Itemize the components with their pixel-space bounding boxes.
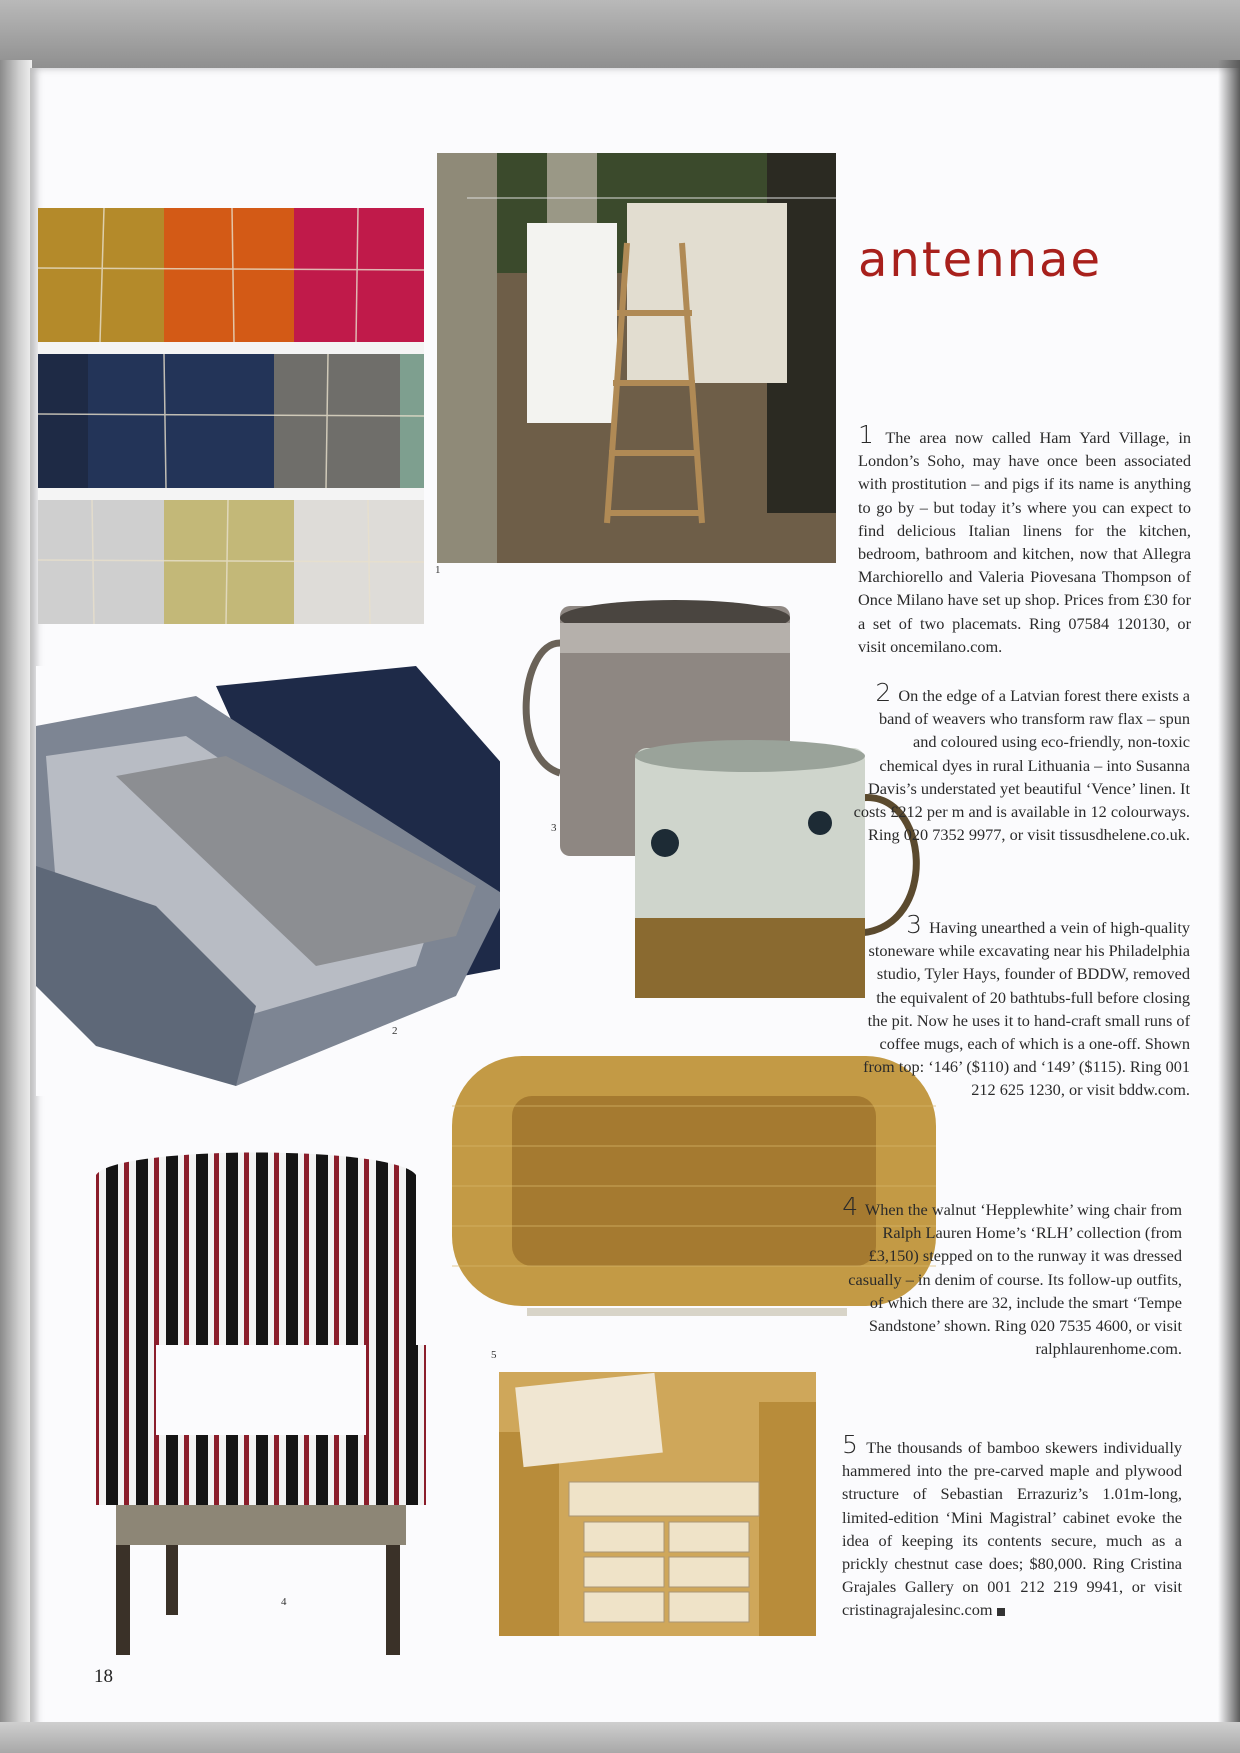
linen-swatches-photo bbox=[38, 208, 424, 624]
paragraph-text: When the walnut ‘Hepplewhite’ wing chair from Ralph Lauren Home’s ‘RLH’ collection (from £3,150) stepped on to the runway it was dressed casually – in denim of course. Its follow-up outfits, of which there are 32, include the smart ‘Tempe Sandstone’ shown. Ring 020 7535 4600, or visit ralphlaurenhome.com. bbox=[848, 1200, 1182, 1359]
end-of-article-mark bbox=[997, 1608, 1005, 1616]
paragraph-4 bbox=[842, 1194, 1182, 1360]
figure-number-2: 2 bbox=[392, 1025, 398, 1037]
paragraph-text: On the edge of a Latvian forest there exists a band of weavers who transform raw flax – spun and coloured using eco-friendly, non-toxic chemical dyes in rural Lithuania – into Susanna Davis’s understated yet beautiful ‘Vence’ linen. It costs £212 per m and is available in 12 colourways. Ring 020 7352 9977, or visit tissusdhelene.co.uk. bbox=[853, 686, 1190, 845]
paragraph-number: 1 bbox=[858, 420, 874, 449]
figure-number-1: 1 bbox=[435, 564, 441, 576]
paragraph-number: 3 bbox=[906, 910, 923, 939]
paragraph-number: 5 bbox=[842, 1430, 858, 1459]
paragraph-number: 4 bbox=[842, 1192, 859, 1221]
figure-number-5: 5 bbox=[491, 1349, 497, 1361]
section-title: antennae bbox=[858, 232, 1102, 288]
paragraph-1 bbox=[858, 422, 1191, 658]
paragraph-text: The thousands of bamboo skewers individually hammered into the pre-carved maple and plywood structure of Sebastian Errazuriz’s 1.01m-long, limited-edition ‘Mini Magistral’ cabinet evoke the idea of keeping its contents secure, much as a prickly chestnut case does; $80,000. Ring Cristina Grajales Gallery on 001 212 219 9941, or visit cristinagrajalesinc.com bbox=[842, 1438, 1182, 1620]
paragraph-text: The area now called Ham Yard Village, in London’s Soho, may have once been associated with prostitution – and pigs if its name is anything to go by – but today it’s where you can expect to find delicious Italian linens for the kitchen, bedroom, bathroom and kitchen, now that Allegra Marchiorello and Valeria Piovesana Thompson of Once Milano have set up shop. Prices from £30 for a set of two placemats. Ring 07584 120130, or visit oncemilano.com. bbox=[858, 428, 1191, 656]
scan-border-right bbox=[1218, 60, 1240, 1753]
paragraph-text: Having unearthed a vein of high-quality stoneware while excavating near his Philadelphia studio, Tyler Hays, founder of BDDW, removed the equivalent of 20 bathtubs-full before closing the pit. Now he uses it to hand-craft small runs of coffee mugs, each of which is a one-off. Shown from top: ‘146’ ($110) and ‘149’ ($115). Ring 001 212 625 1230, or visit bddw.com. bbox=[863, 918, 1190, 1100]
scan-border-left bbox=[0, 60, 32, 1753]
figure-number-4: 4 bbox=[281, 1596, 287, 1608]
scan-border-top bbox=[0, 0, 1240, 70]
open-cabinet-photo bbox=[499, 1372, 816, 1636]
paragraph-3 bbox=[860, 912, 1190, 1102]
scan-border-bottom bbox=[0, 1722, 1240, 1753]
striped-wing-chair-photo bbox=[76, 1145, 448, 1665]
washing-line-photo bbox=[437, 153, 836, 563]
paragraph-2 bbox=[852, 680, 1190, 846]
figure-number-3: 3 bbox=[551, 822, 557, 834]
paragraph-5 bbox=[842, 1432, 1182, 1622]
paragraph-number: 2 bbox=[875, 678, 892, 707]
page-number: 18 bbox=[94, 1666, 113, 1687]
